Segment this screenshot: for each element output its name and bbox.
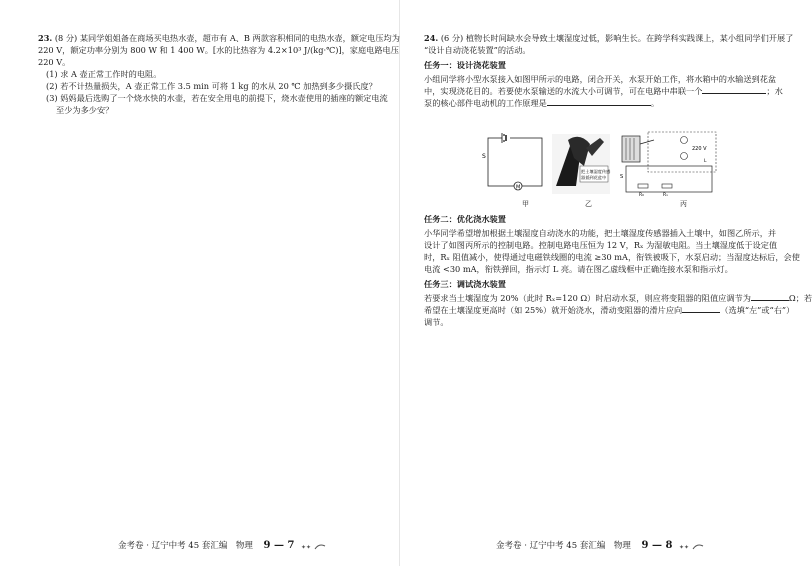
answer-blank-1[interactable] [702,85,766,94]
question-24-number: 24. [424,33,439,43]
figure-bing-control-circuit [618,126,718,198]
figure-jia-circuit [480,128,550,196]
figure-yi-label: 乙 [585,200,592,208]
task3-line3: 调节。 [424,317,449,327]
question-24-line2: “设计自动浇花装置”的活动。 [424,45,531,55]
publisher-logo-icon [679,541,705,551]
task2-title: 任务二：优化浇水装置 [424,214,506,224]
question-23-number: 23. [38,33,53,43]
svg-text:✦✦: ✦✦ [301,543,312,551]
task3-line1b: Ω；若 [788,293,812,303]
footer-right [496,539,705,551]
footer-left [118,539,327,551]
s1-label: S [620,174,624,180]
task2-line1: 小华同学希望增加根据土壤湿度自动浇水的功能，把土壤湿度传感器插入土壤中，如图乙所示，并 [424,228,777,238]
question-24-intro [424,32,794,109]
task3-line2b: （选填“左”或“右”） [720,305,795,315]
question-23-line1: (8 分) 某同学姐姐备在商场买电热水壶，超市有 A、B 两款容积相同的电热水壶，额定电压均为 [54,33,400,43]
left-page [0,0,400,566]
question-23-line2: 220 V，额定功率分别为 800 W 和 1 400 W。[水的比热容为 4.2×10³ J/(kg·℃)]，家庭电路电压 [38,45,399,55]
supply-label: 220 V [692,146,707,152]
question-23-sub1: (1) 求 A 壶正常工作时的电阻。 [46,69,162,79]
question-24-line1: (6 分) 植物长时间缺水会导致土壤湿度过低，影响生长。在跨学科实践课上，某小组同学们开展了 [440,33,794,43]
footer-left-text: 金考卷 · 辽宁中考 45 套汇编 物理 [118,541,253,551]
answer-blank-2[interactable] [547,97,651,106]
task1-line2b: ；水 [766,86,783,96]
figure-bing-label: 丙 [680,200,687,208]
task1-line2a: 中，实现浇花目的。若要使水泵输送的水流大小可调节，可在电路中串联一个 [424,86,703,96]
lamp-label: L [704,159,707,164]
figure-jia-label: 甲 [522,200,529,208]
answer-blank-4[interactable] [682,304,720,313]
task2-line2: 设计了如图丙所示的控制电路。控制电路电压恒为 12 V，Rₓ 为湿敏电阻。当土壤湿度低于设定值 [424,240,778,250]
footer-right-text: 金考卷 · 辽宁中考 45 套汇编 物理 [496,541,631,551]
rx-label: Rₓ [663,193,669,198]
task2-line4: 电流 <30 mA，衔铁弹回，指示灯 L 亮。请在图乙虚线框中正确连接水泵和指示灯。 [424,264,733,274]
task3-line2a: 希望在土壤湿度更高时（如 25%）就开始浇水，滑动变阻器的滑片应向 [424,305,683,315]
publisher-logo-icon [301,541,327,551]
task3-line1a: 若要求当土壤湿度为 20%（此时 Rₓ=120 Ω）时启动水泵，则应将变阻器的阻值应调节为 [424,293,751,303]
task1-line3: 泵的核心部件电动机的工作原理是 [424,98,547,108]
sensor-caption-2: 器插到花盆中 [581,175,607,180]
motor-label: M [516,184,521,191]
question-23-sub2: (2) 若不计热量损失，A 壶正常工作 3.5 min 可将 1 kg 的水从 20 ℃ 加热到多少摄氏度？ [46,81,377,91]
r0-label: R₀ [639,193,644,198]
question-23 [38,32,400,116]
question-23-sub3b: 至少为多少安？ [56,105,114,115]
switch-label: S [482,153,486,160]
figure-yi-sensor-photo [550,126,612,196]
right-page [400,0,812,566]
task1-title: 任务一：设计浇花装置 [424,60,506,70]
question-23-sub3a: (3) 妈妈最后选购了一个烧水快的水壶，若在安全用电的前提下，烧水壶使用的插座的额定电流 [46,93,388,103]
sensor-caption-1: 把土壤湿度传感 [581,169,611,174]
task3-title: 任务三：调试浇水装置 [424,279,506,289]
svg-text:✦✦: ✦✦ [679,543,690,551]
question-23-line3: 220 V。 [38,57,71,67]
task2-line3: 时，Rₓ 阻值减小，使得通过电磁铁线圈的电流 ≥30 mA，衔铁被吸下，水泵启动；当湿度达标后，会使 [424,252,800,262]
answer-blank-3[interactable] [751,292,789,301]
task1-line1: 小组同学将小型水泵接入如图甲所示的电路，闭合开关，水泵开始工作，将水箱中的水输送到花盆 [424,74,777,84]
question-24-tasks [424,210,812,328]
footer-left-page: 9 — 7 [263,540,295,551]
footer-right-page: 9 — 8 [641,540,673,551]
task1-line3-end: 。 [650,98,660,108]
